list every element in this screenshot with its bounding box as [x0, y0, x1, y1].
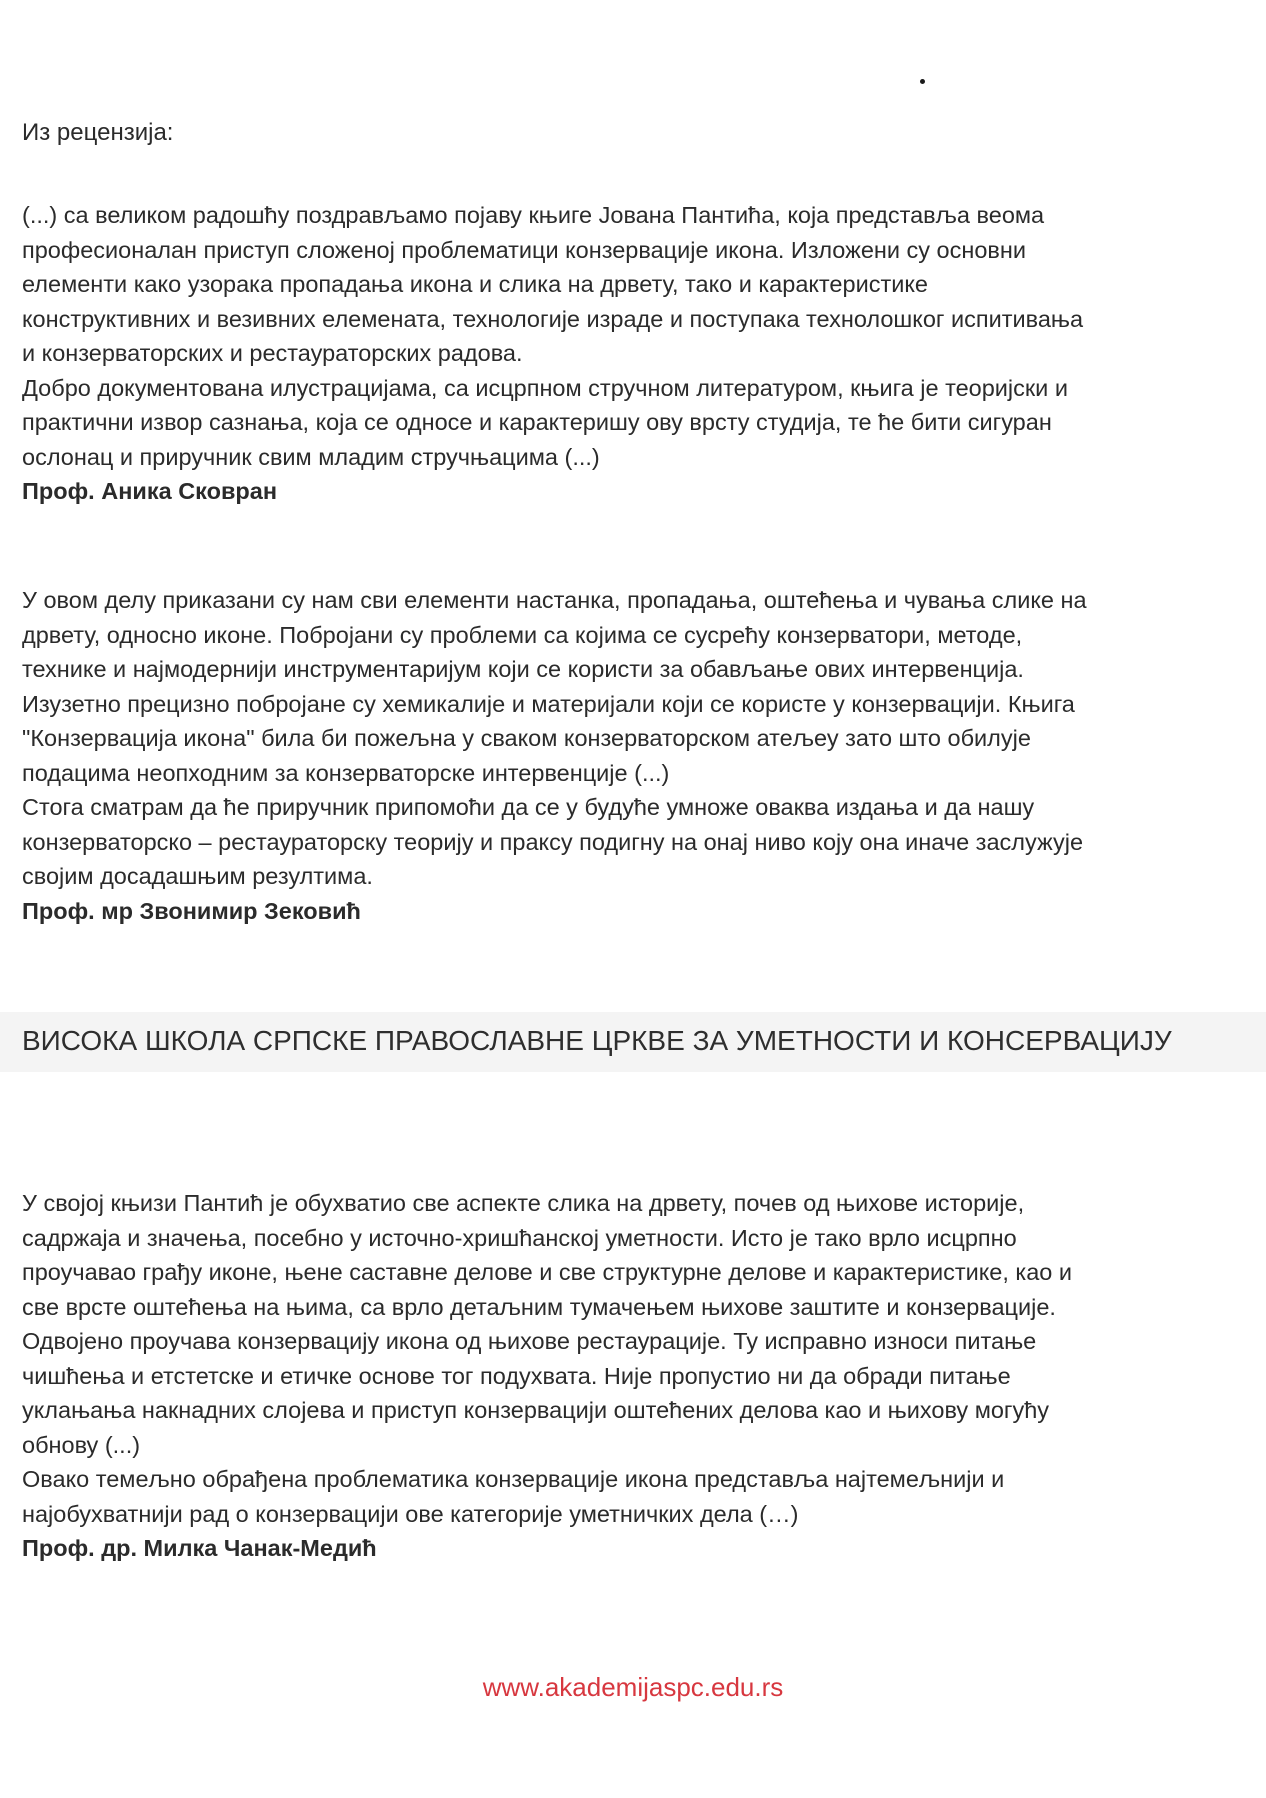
review-2-line-1: У овом делу приказани су нам сви елементи настанка, пропадања, оштећења и чувања слике на [22, 587, 1087, 613]
review-2-author: Проф. мр Звонимир Зековић [22, 897, 361, 924]
review-3-line-10: најобухватнији рад о конзервацији ове категорије уметничких дела (…) [22, 1500, 799, 1527]
review-2-line-9: својим досадашњим резултима. [22, 863, 373, 889]
review-2-line-6: подацима неопходним за конзерваторске интервенције (...) [22, 759, 670, 786]
review-2-line-4: Изузетно прецизно побројане су хемикалије и материјали који се користе у конзервацији. Књига [22, 690, 1075, 717]
review-3-line-4: све врсте оштећења на њима, са врло детаљним тумачењем њихове заштите и конзервације. [22, 1293, 1056, 1320]
scan-speck [920, 79, 925, 84]
review-3-line-1: У својој књизи Пантић је обухватио све аспекте слика на дрвету, почев од њихове историје, [22, 1190, 1025, 1216]
review-1-line-6: Добро документована илустрацијама, са исцрпном стручном литературом, књига је теоријски и [22, 374, 1068, 401]
review-1-line-4: конструктивних и везивних елемената, технологије израде и поступака технолошког испитивања [22, 305, 1084, 332]
review-1-author: Проф. Аника Сковран [22, 478, 278, 504]
review-3-line-7: уклањања накнадних слојева и приступ конзервацији оштећених делова као и њихову могућу [22, 1397, 1050, 1423]
review-1-line-8: ослонац и приручник свим младим стручњацима (...) [22, 443, 600, 470]
review-3-line-6: чишћења и етстетске и етичке основе тог подухвата. Није пропустио ни да обради питање [22, 1362, 1011, 1389]
review-3-line-3: проучавао грађу иконе, њене саставне делове и све структурне делове и карактеристике, као и [22, 1259, 1073, 1285]
review-3-line-9: Овако темељно обрађена проблематика конзервације икона представља најтемељнији и [22, 1466, 1005, 1492]
institution-banner [0, 1012, 1266, 1072]
website-link[interactable]: www.akademijaspc.edu.rs [482, 1672, 784, 1702]
review-2 [22, 583, 1232, 928]
review-1-line-2: професионалан приступ сложеној проблематици конзервације икона. Изложени су основни [22, 236, 1027, 263]
institution-title: ВИСОКА ШКОЛА СРПСКЕ ПРАВОСЛАВНЕ ЦРКВЕ ЗА УМЕТНОСТИ И КОНСЕРВАЦИЈУ [22, 1025, 1172, 1056]
review-3-line-8: обнову (...) [22, 1431, 141, 1458]
review-2-line-8: конзерваторско – рестаураторску теорију и праксу подигну на онај ниво коју она иначе заслужује [22, 828, 1084, 855]
intro-heading: Из рецензија: [22, 119, 174, 146]
review-2-line-7: Стога сматрам да ће приручник припомоћи да се у будуће умноже оваква издања и да нашу [22, 794, 1035, 820]
review-1-line-3: елементи како узорака пропадања икона и слика на дрвету, тако и карактеристике [22, 271, 928, 297]
review-1-line-1: (...) са великом радошћу поздрављамо појаву књиге Јована Пантића, која представља веома [22, 202, 1045, 228]
review-2-line-5: "Конзервација икона" била би пожељна у сваком конзерваторском атељеу зато што обилује [22, 725, 1031, 751]
review-2-line-2: дрвету, односно иконе. Побројани су проблеми са којима се сусрећу конзерватори, методе, [22, 621, 1023, 648]
review-1-line-7: практични извор сазнања, која се односе и карактеришу ову врсту студија, те ће бити сигуран [22, 409, 1052, 435]
review-3-line-5: Одвојено проучава конзервацију икона од њихове рестаурације. Ту исправно износи питање [22, 1328, 1037, 1354]
review-3-author: Проф. др. Милка Чанак-Медић [22, 1535, 377, 1561]
review-3 [22, 1186, 1232, 1566]
review-1-line-5: и конзерваторских и рестаураторских радова. [22, 340, 523, 366]
review-3-line-2: садржаја и значења, посебно у источно-хришћанској уметности. Исто је тако врло исцрпно [22, 1224, 1017, 1251]
review-1 [22, 198, 1232, 509]
review-2-line-3: технике и најмодернији инструментаријум који се користи за обављање ових интервенција. [22, 656, 1024, 682]
